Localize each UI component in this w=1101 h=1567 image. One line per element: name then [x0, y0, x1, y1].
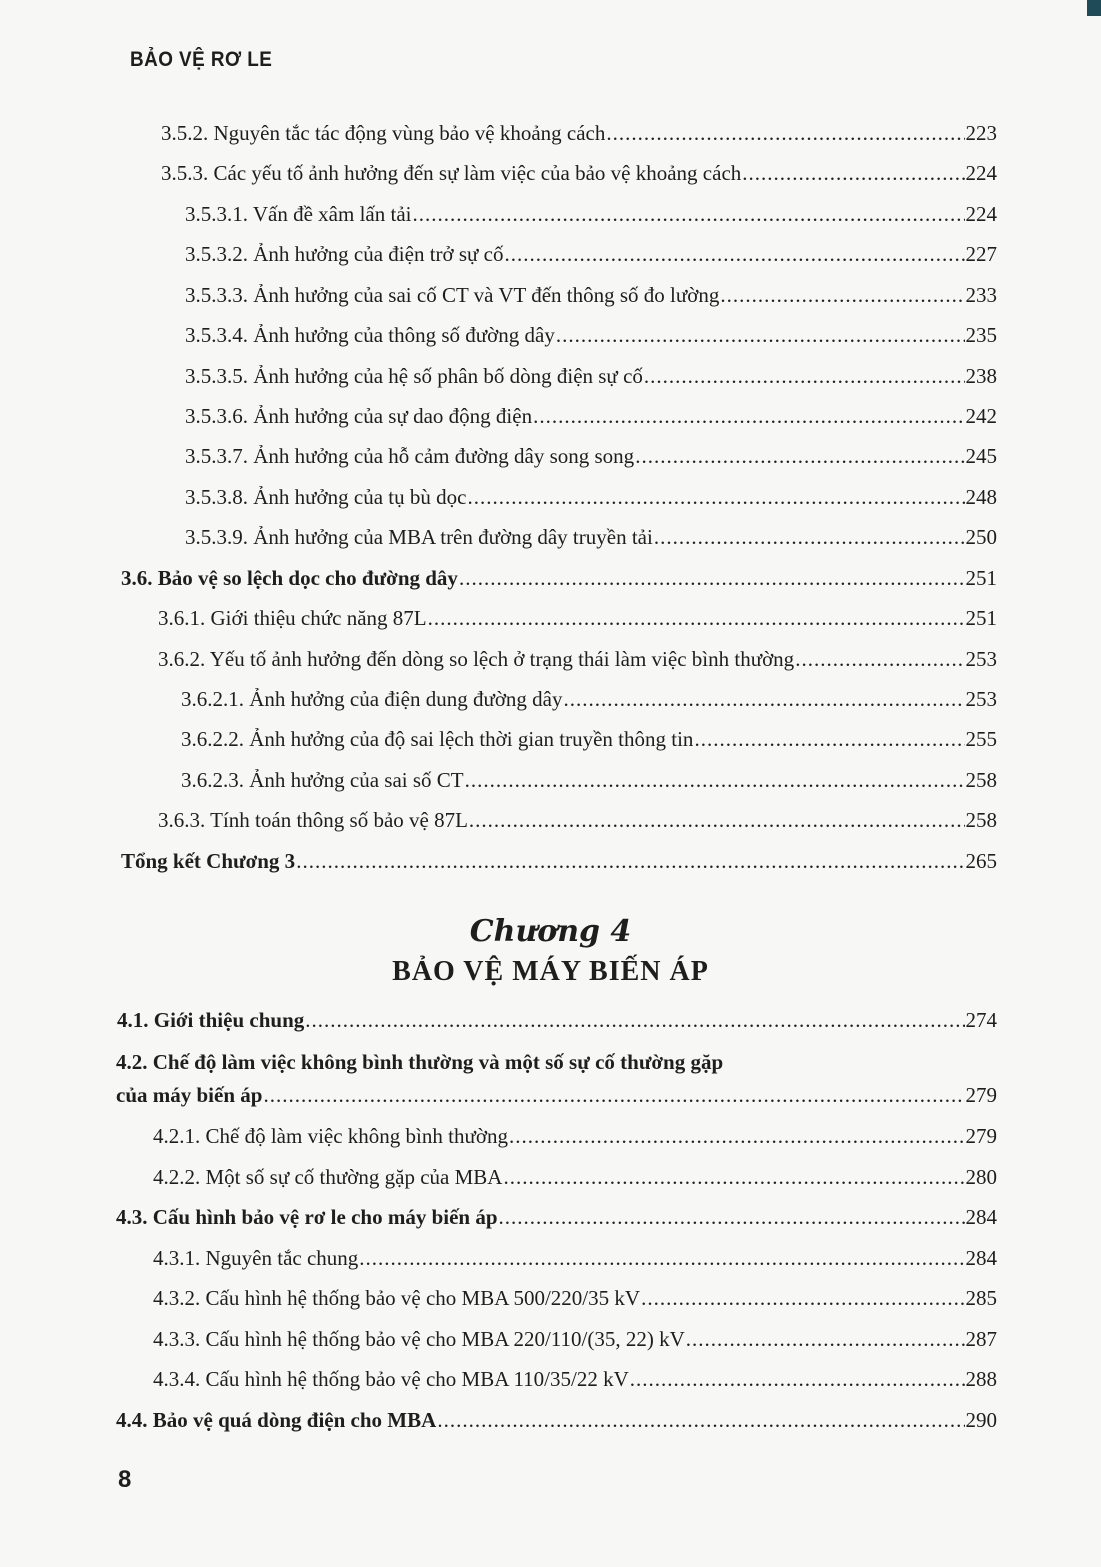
toc-entry: 3.6.2. Yếu tố ảnh hưởng đến dòng so lệch ở trạng thái làm việc bình thường ..... 253	[158, 646, 997, 672]
running-header: BẢO VỆ RƠ LE	[130, 48, 273, 71]
toc-entry-title-line1: 4.2. Chế độ làm việc không bình thường và một số sự cố thường gặp	[116, 1050, 724, 1074]
toc-entry-section: 4.3. Cấu hình bảo vệ rơ le cho máy biến áp ..... 284	[116, 1204, 997, 1230]
chapter-title: BẢO VỆ MÁY BIẾN ÁP	[392, 956, 709, 987]
toc-entry: 3.6.2.1. Ảnh hưởng của điện dung đường dây ..... 253	[181, 686, 997, 712]
chapter-label: Chương 4	[469, 914, 632, 949]
toc-entry: 3.5.3.7. Ảnh hưởng của hỗ cảm đường dây song song ..... 245	[185, 443, 997, 469]
toc-entry: 4.3.1. Nguyên tắc chung ..... 284	[153, 1245, 997, 1271]
toc-entry: 3.6.3. Tính toán thông số bảo vệ 87L ..... 258	[158, 807, 997, 833]
toc-entry: 3.5.3.4. Ảnh hưởng của thông số đường dây ..... 235	[185, 322, 997, 348]
toc-entry: 3.5.2. Nguyên tắc tác động vùng bảo vệ khoảng cách ..... 223	[161, 120, 997, 146]
toc-entry: 4.2.2. Một số sự cố thường gặp của MBA ..... 280	[153, 1164, 997, 1190]
toc-entry: 3.5.3.8. Ảnh hưởng của tụ bù dọc ..... 248	[185, 484, 997, 510]
toc-entry: 4.3.3. Cấu hình hệ thống bảo vệ cho MBA 220/110/(35, 22) kV ..... 287	[153, 1326, 997, 1352]
toc-entry: 3.5.3.1. Vấn đề xâm lấn tải ..... 224	[185, 201, 997, 227]
toc-entry: 3.5.3. Các yếu tố ảnh hưởng đến sự làm việc của bảo vệ khoảng cách ..... 224	[161, 160, 997, 186]
toc-entry: 3.6.2.3. Ảnh hưởng của sai số CT ..... 258	[181, 767, 997, 793]
toc-entry: 3.5.3.6. Ảnh hưởng của sự dao động điện ..... 242	[185, 403, 997, 429]
toc-entry-section: 4.1. Giới thiệu chung ..... 274	[117, 1007, 997, 1033]
page-number: 8	[118, 1466, 132, 1493]
toc-entry: 3.5.3.9. Ảnh hưởng của MBA trên đường dây truyền tải ..... 250	[185, 524, 997, 550]
toc-entry: 3.5.3.2. Ảnh hưởng của điện trở sự cố ..... 227	[185, 241, 997, 267]
toc-entry-section: 3.6. Bảo vệ so lệch dọc cho đường dây ..... 251	[121, 565, 997, 591]
toc-entry-section: 4.4. Bảo vệ quá dòng điện cho MBA ..... 290	[116, 1407, 997, 1433]
toc-entry: 3.6.1. Giới thiệu chức năng 87L ..... 251	[158, 605, 997, 631]
toc-entry: 4.3.4. Cấu hình hệ thống bảo vệ cho MBA 110/35/22 kV ..... 288	[153, 1366, 997, 1392]
toc-entry: 3.5.3.3. Ảnh hưởng của sai cố CT và VT đến thông số đo lường ..... 233	[185, 282, 997, 308]
toc-entry-section: Tổng kết Chương 3 ..... 265	[121, 848, 997, 874]
toc-entry: 4.2.1. Chế độ làm việc không bình thường ..... 279	[153, 1123, 997, 1149]
toc-entry-section: của máy biến áp ..... 279	[116, 1082, 997, 1108]
toc-entry: 4.3.2. Cấu hình hệ thống bảo vệ cho MBA 500/220/35 kV ..... 285	[153, 1285, 997, 1311]
toc-entry: 3.6.2.2. Ảnh hưởng của độ sai lệch thời gian truyền thông tin ..... 255	[181, 726, 997, 752]
toc-entry: 3.5.3.5. Ảnh hưởng của hệ số phân bố dòng điện sự cố ..... 238	[185, 363, 997, 389]
